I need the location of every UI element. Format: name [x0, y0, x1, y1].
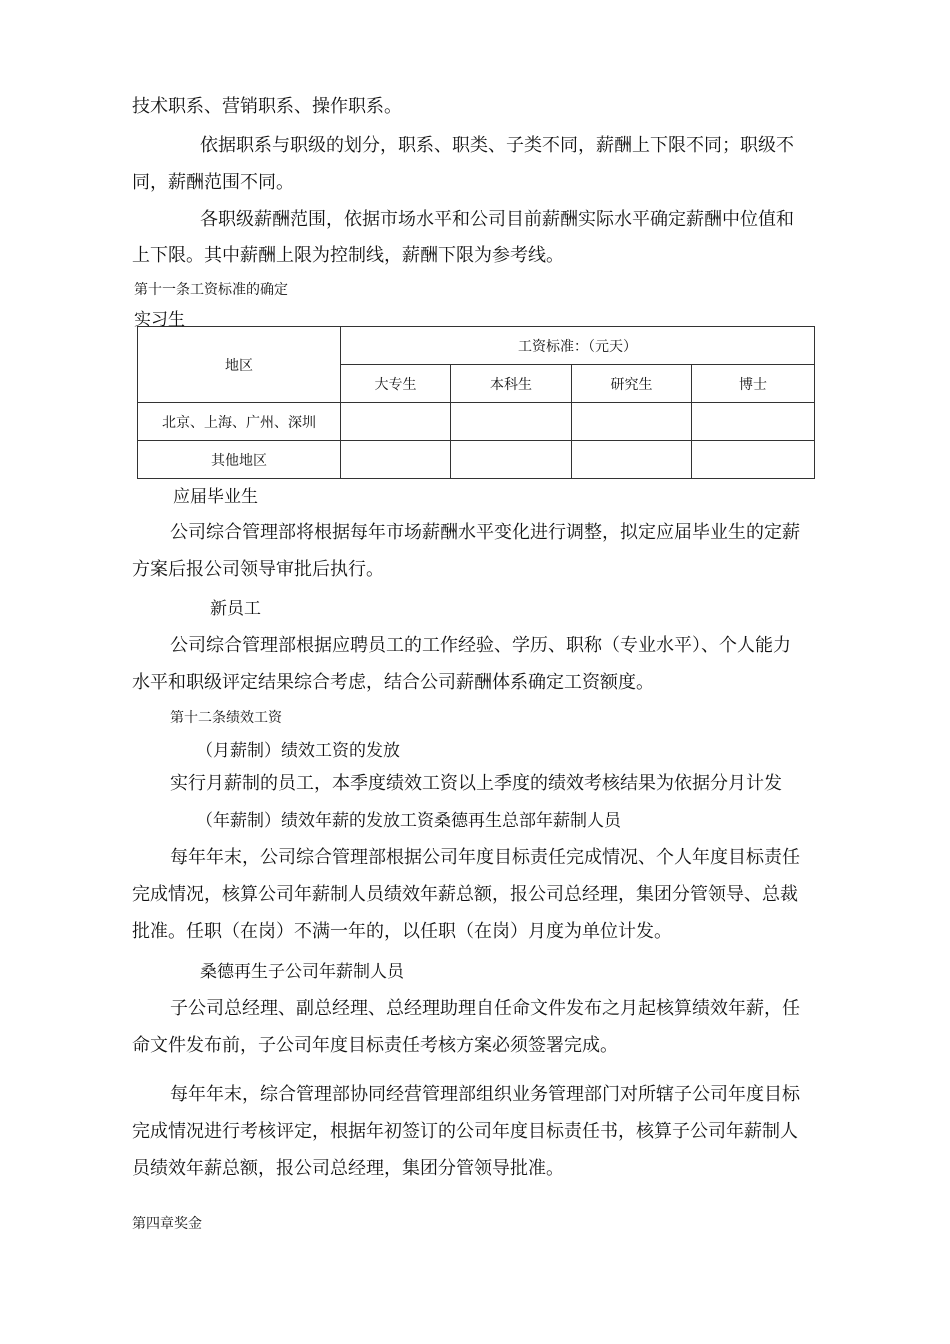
- value-cell: [451, 441, 572, 479]
- intern-heading: 实习生: [134, 310, 185, 330]
- chapter-4-heading: 第四章奖金: [132, 1216, 202, 1232]
- value-cell: [451, 403, 572, 441]
- paragraph-line: 同，薪酬范围不同。: [132, 172, 294, 193]
- column-header: 研究生: [572, 365, 692, 403]
- table-row: [138, 403, 815, 441]
- column-header: 大专生: [341, 365, 451, 403]
- paragraph-line: 水平和职级评定结果综合考虑，结合公司薪酬体系确定工资额度。: [132, 672, 654, 693]
- standard-header: 工资标准：（元天）: [341, 327, 815, 365]
- salary-standard-table: [137, 326, 815, 479]
- paragraph-line: 公司综合管理部根据应聘员工的工作经验、学历、职称（专业水平）、个人能力: [170, 635, 791, 656]
- value-cell: [692, 441, 815, 479]
- paragraph-line: 子公司总经理、副总经理、总经理助理自任命文件发布之月起核算绩效年薪，任: [170, 998, 800, 1019]
- value-cell: [341, 441, 451, 479]
- new-employee-heading: 新员工: [210, 599, 261, 619]
- region-header: 地区: [138, 327, 341, 403]
- region-cell: 北京、上海、广州、深圳: [138, 403, 341, 441]
- paragraph-line: 上下限。其中薪酬上限为控制线，薪酬下限为参考线。: [132, 245, 564, 266]
- value-cell: [572, 441, 692, 479]
- paragraph-line: 批准。任职（在岗）不满一年的，以任职（在岗）月度为单位计发。: [132, 921, 672, 942]
- paragraph-line: 技术职系、营销职系、操作职系。: [132, 96, 402, 117]
- paragraph-line: 方案后报公司领导审批后执行。: [132, 559, 384, 580]
- paragraph-line: 员绩效年薪总额，报公司总经理，集团分管领导批准。: [132, 1158, 564, 1179]
- value-cell: [572, 403, 692, 441]
- value-cell: [341, 403, 451, 441]
- value-cell: [692, 403, 815, 441]
- article-12-heading: 第十二条绩效工资: [170, 710, 282, 726]
- paragraph-line: 命文件发布前，子公司年度目标责任考核方案必须签署完成。: [132, 1035, 618, 1056]
- column-header: 博士: [692, 365, 815, 403]
- article-11-heading: 第十一条工资标准的确定: [134, 282, 288, 298]
- column-header: 本科生: [451, 365, 572, 403]
- paragraph-line: 完成情况，核算公司年薪制人员绩效年薪总额，报公司总经理，集团分管领导、总裁: [132, 884, 798, 905]
- paragraph-line: 完成情况进行考核评定，根据年初签订的公司年度目标责任书，核算子公司年薪制人: [132, 1121, 798, 1142]
- region-cell: 其他地区: [138, 441, 341, 479]
- paragraph-line: 公司综合管理部将根据每年市场薪酬水平变化进行调整，拟定应届毕业生的定薪: [170, 522, 800, 543]
- graduate-heading: 应届毕业生: [173, 487, 258, 507]
- monthly-heading: （月薪制）绩效工资的发放: [196, 741, 400, 761]
- paragraph-line: 每年年末，综合管理部协同经营管理部组织业务管理部门对所辖子公司年度目标: [170, 1084, 800, 1105]
- subsidiary-heading: 桑德再生子公司年薪制人员: [200, 962, 404, 982]
- paragraph-line: 每年年末，公司综合管理部根据公司年度目标责任完成情况、个人年度目标责任: [170, 847, 800, 868]
- annual-heading: （年薪制）绩效年薪的发放工资桑德再生总部年薪制人员: [196, 811, 621, 831]
- paragraph-line: 各职级薪酬范围，依据市场水平和公司目前薪酬实际水平确定薪酬中位值和: [200, 209, 794, 230]
- table-row: [138, 441, 815, 479]
- paragraph-line: 实行月薪制的员工，本季度绩效工资以上季度的绩效考核结果为依据分月计发: [170, 773, 782, 794]
- paragraph-line: 依据职系与职级的划分，职系、职类、子类不同，薪酬上下限不同；职级不: [200, 135, 794, 156]
